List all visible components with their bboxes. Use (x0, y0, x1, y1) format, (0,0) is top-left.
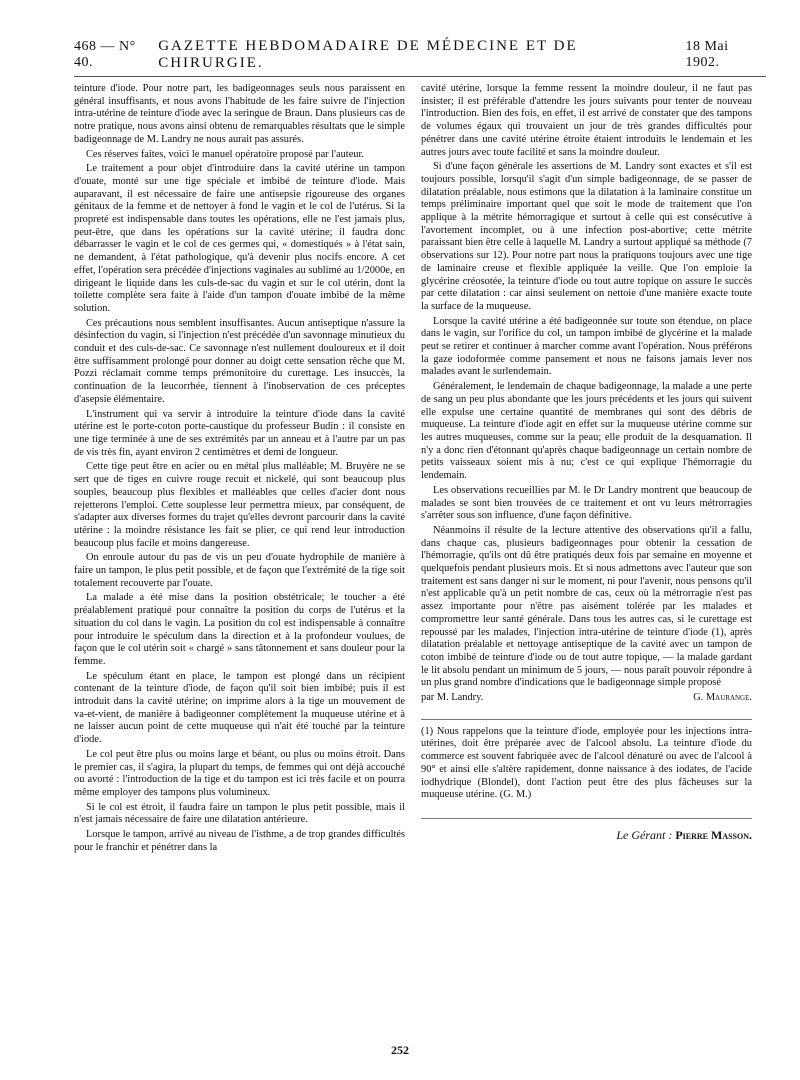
paragraph: Si le col est étroit, il faudra faire un tampon le plus petit possible, mais il n'est jamais nécessaire de faire une dilatation antérieure. (74, 801, 405, 826)
paragraph: L'instrument qui va servir à introduire la teinture d'iode dans la cavité utérine est le porte-coton porte-caustique du professeur Budin : il consiste en une tige terminée à une de ses extrémités par un anneau et à l'autre par un pas de vis très fin, ayant environ 2 centimètres et demi de longueur. (74, 408, 405, 458)
running-header (74, 38, 766, 77)
paragraph: Si d'une façon générale les assertions de M. Landry sont exactes et s'il est toujours possible, lorsqu'il s'agit d'un simple badigeonnage, de se passer de dilatation préalable, nous estimons que la dilatation à la laminaire constitue un temps préliminaire important quel que soit le mode de traitement que l'on applique à la métrite hémorragique et surtout à celle qui est consécutive à l'avortement incomplet, ou à une infection post-abortive; cette métrite paraissant bien être celle à laquelle M. Landry a surtout appliqué sa méthode (7 observations sur 12). Pour notre part nous la pratiquons toujours avec une tige de laminaire creuse et flexible appliquée la veille. Que l'on emploie la glycérine créosotée, la teinture d'iode ou tout autre topique on assure le succès par cette dilatation : car ainsi seulement on nettoie d'une manière exacte toute la surface de la muqueuse. (421, 161, 752, 312)
paragraph: Cette tige peut être en acier ou en métal plus malléable; M. Bruyère ne se sert que de tiges en cuivre rouge recuit et nickelé, qui sont beaucoup plus souples, beaucoup plus flexibles et malléables que celles d'acier dont nous rejetterons l'emploi. Cette souplesse leur permettra mieux, par conséquent, de s'adapter aux diverses formes du trajet qu'elles devront parcourir dans la cavité utérine : la moindre résistance les fait se plier, ce qui rend leur introduction beaucoup plus facile et moins dangereuse. (74, 461, 405, 549)
paragraph: Le spéculum étant en place, le tampon est plongé dans un récipient contenant de la teinture d'iode, de façon qu'il soit bien imbibé; puis il est introduit dans la cavité utérine; on imprime alors à la tige un mouvement de va-et-vient, de manière à badigeonner complètement la muqueuse utérine et à ne laisser aucun point de cette muqueuse qui n'ait été touché par la teinture d'iode. (74, 670, 405, 746)
paragraph: Néanmoins il résulte de la lecture attentive des observations qu'il a fallu, dans chaque cas, plusieurs badigeonnages pour obtenir la cessation de l'hémorragie, qu'ils ont dû être pratiqués deux fois par semaine en moyenne et quelquefois pendant plusieurs mois. Et si nous admettons avec l'auteur que son traitement est sans danger ni sur le moment, ni pour l'avenir, nous pensons qu'il n'est applicable qu'à un petit nombre de cas, ceux où la métrorragie n'est pas assez importante pour n'être pas aisément tolérée par les malades et compromettre leur santé générale. Dans tous les autres cas, si le curettage est repoussé par les malades, l'injection intra-utérine de teinture d'iode (1), après dilatation préalable et nettoyage antiseptique de la cavité avec un tampon de coton imbibé de teinture d'iode ou de tout autre topique, — la malade gardant le lit absolu pendant un minimum de 5 jours, — nous paraît pouvoir répondre à un plus grand nombre d'indications que le badigeonnage simple proposé (421, 524, 752, 689)
text-columns (74, 83, 766, 856)
gerant-label: Le Gérant : (616, 827, 673, 842)
page-reference: 468 — N° 40. (74, 39, 136, 70)
paragraph: Lorsque la cavité utérine a été badigeonnée sur toute son étendue, on place dans le vagin, sur l'orifice du col, un tampon imbibé de glycérine et la malade peut se retirer et continuer à marcher comme avant l'opération. Nous préférons la gaze iodoformée comme pansement et nous ne faisons jamais lever nos malades avant le surlendemain. (421, 315, 752, 378)
right-column-body (421, 83, 752, 690)
paragraph: teinture d'iode. Pour notre part, les badigeonnages seuls nous paraissent en général insuffisants, et nous avons l'habitude de les faire suivre de l'injection intra-utérine de teinture d'iode avec la seringue de Braun. Dans plusieurs cas de notre pratique, nous avons ainsi obtenu de remarquables résultats que le simple badigeonnage de M. Landry ne nous aurait pas assurés. (74, 83, 405, 145)
paragraph: La malade a été mise dans la position obstétricale; le toucher a été préalablement pratiqué pour connaître la position du corps de l'utérus et la situation du col dans le vagin. La position du col est indispensable à connaître pour introduire le spéculum dans la direction et à la profondeur voulues, de façon que le col utérin soit « chargé » sans tâtonnement et sans douleur pour la femme. (74, 592, 405, 667)
paragraph: Lorsque le tampon, arrivé au niveau de l'isthme, a de trop grandes difficultés pour le franchir et pénétrer dans la (74, 829, 405, 853)
paragraph: Les observations recueillies par M. le Dr Landry montrent que beaucoup de malades se sont bien trouvées de ce traitement et ont vu leurs métrorragies s'arrêter sous son influence, d'une façon définitive. (421, 484, 752, 522)
footnote: (1) Nous rappelons que la teinture d'iode, employée pour les injections intra-utérines, doit être préparée avec de l'alcool absolu. La teinture d'iode du commerce est souvent fabriquée avec de l'alcool dénaturé ou avec de l'alcool à 90° et ainsi elle s'altère rapidement, donne naissance à des iodates, de l'acide iodhydrique (Blondel), dont l'action peut être des plus fâcheuses sur la muqueuse utérine. (G. M.) (421, 719, 752, 802)
journal-title: GAZETTE HEBDOMADAIRE DE MÉDECINE ET DE CHIRURGIE. (158, 38, 578, 71)
paragraph: Généralement, le lendemain de chaque badigeonnage, la malade a une perte de sang un peu plus abondante que les jours précédents et les jours qui suivent elle expulse une certaine quantité de membranes qui sont des débris de muqueuse. La teinture d'iode agit en effet sur la muqueuse utérine comme sur les autres muqueuses, comme sur la peau; elle produit de la desquamation. Il n'y a donc rien d'étonnant qu'après chaque badigeonnage un certain nombre de petits vaisseaux soient mis à nu; c'est ce qui explique l'hémorragie du lendemain. (421, 381, 752, 482)
issue-date: 18 Mai 1902. (685, 39, 729, 70)
paragraph: Ces précautions nous semblent insuffisantes. Aucun antiseptique n'assure la désinfection du vagin, si l'injection n'est précédée d'un savonnage minutieux du conduit et des culs-de-sac. Ce savonnage n'est nullement douloureux et il doit être suffisamment prolongé pour donner au doigt cette sensation rêche que M. Pozzi réclamait comme temps prémonitoire du curettage. Les insuccès, la continuation de la leucorrhée, tiennent à l'inobservation de ces préceptes d'asepsie élémentaire. (74, 317, 405, 405)
signature-lead: par M. Landry. (421, 692, 484, 704)
page-number: 252 (391, 1043, 409, 1057)
article-signature (421, 692, 752, 705)
paragraph: Ces réserves faites, voici le manuel opératoire proposé par l'auteur. (86, 148, 364, 160)
left-column (74, 83, 405, 856)
paragraph: Le traitement a pour objet d'introduire dans la cavité utérine un tampon d'ouate, monté sur une tige spéciale et imbibé de teinture d'iode. Mais auparavant, il est nécessaire de faire une antisepsie rigoureuse des organes génitaux de la femme et de nettoyer à fond le vagin et le col de l'utérus. Si la propreté est indispensable dans toutes les opérations, elle ne l'est jamais plus, peut-être, que dans les opérations sur la cavité utérine; il faudra donc débarrasser le vagin et le col de ces germes qui, « domestiqués » à l'état sain, ne demandent, à l'état pathologique, qu'à devenir plus nocifs encore. A cet effet, l'opération sera précédée d'injections vaginales au sublimé au 1/2000e, en dirigeant le liquide dans les culs-de-sac du vagin et sur le col utérin, dont la toilette complète sera faite à l'aide d'un tampon d'ouate imbibé de la même solution. (74, 163, 405, 314)
paragraph: On enroule autour du pas de vis un peu d'ouate hydrophile de manière à faire un tampon, le plus petit possible, et de façon que l'extrémité de la tige soit totalement recouverte par l'ouate. (74, 552, 405, 589)
paragraph: Le col peut être plus ou moins large et béant, ou plus ou moins étroit. Dans le premier cas, il s'agira, la plupart du temps, de femmes qui ont déjà accouché ou avorté : l'introduction de la tige et du tampon est ici très facile et on pourra même employer des tampons plus volumineux. (74, 748, 405, 798)
publisher-line (421, 818, 752, 842)
author-name: G. Maurange. (693, 692, 752, 704)
paragraph: cavité utérine, lorsque la femme ressent la moindre douleur, il ne faut pas insister; il est préférable d'attendre les jours suivants pour tenter de nouveau l'introduction. Bien des fois, en effet, il est arrivé de constater que des tampons de volumes égaux qui trouvaient un jour de très grandes difficultés pour pénétrer dans une cavité utérine étroite étaient introduits le lendemain et les autres jours avec toute facilité et sans la moindre douleur. (421, 83, 752, 158)
right-column (421, 83, 752, 856)
gerant-name: Pierre Masson. (675, 827, 752, 842)
